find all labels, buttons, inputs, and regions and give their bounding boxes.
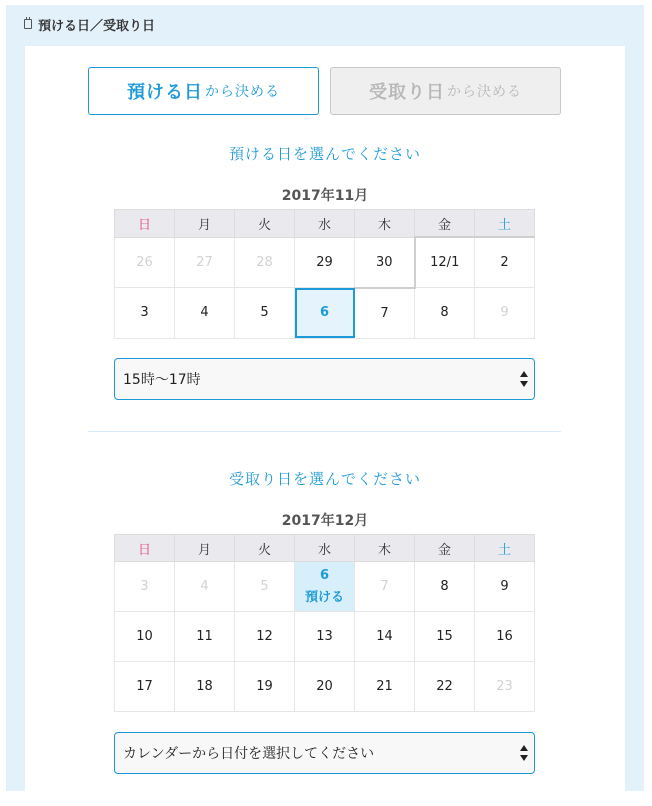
pickup-first-button-main: 受取り日 — [369, 82, 445, 103]
deposit-first-button-main: 預ける日 — [127, 82, 203, 103]
reservation-container — [6, 5, 644, 791]
weekday-tue: 火 — [235, 210, 295, 238]
pickup-first-button-sub: から決める — [447, 84, 522, 100]
calendar-day-disabled: 28 — [235, 237, 295, 288]
pickup-date-value: カレンダーから日付を選択してください — [123, 746, 375, 762]
calendar-day[interactable]: 5 — [235, 288, 295, 339]
deposit-day-label: 預ける — [304, 589, 344, 605]
weekday-sat: 土 — [475, 535, 535, 562]
calendar-day[interactable]: 15 — [415, 612, 475, 662]
calendar-day-disabled: 5 — [235, 562, 295, 612]
calendar-day[interactable]: 18 — [175, 662, 235, 712]
calendar-day[interactable]: 12 — [235, 612, 295, 662]
select-arrows-icon — [520, 371, 528, 387]
calendar-day-disabled: 7 — [355, 562, 415, 612]
calendar-week-row — [115, 237, 535, 288]
calendar-day[interactable]: 17 — [115, 662, 175, 712]
calendar-day[interactable]: 21 — [355, 662, 415, 712]
calendar-day[interactable]: 29 — [295, 237, 355, 288]
deposit-first-button[interactable] — [88, 67, 319, 115]
section-title: 預ける日／受取り日 — [38, 18, 156, 34]
calendar-day[interactable]: 11 — [175, 612, 235, 662]
deposit-first-button-sub: から決める — [205, 84, 280, 100]
weekday-tue: 火 — [235, 535, 295, 562]
calendar-day[interactable]: 12/1 — [415, 237, 475, 288]
calendar-day[interactable]: 13 — [295, 612, 355, 662]
section-header — [24, 15, 155, 33]
weekday-thu: 木 — [355, 210, 415, 238]
date-selection-panel — [25, 46, 625, 806]
calendar-day-deposit — [295, 562, 355, 612]
calendar-day-disabled: 26 — [115, 237, 175, 288]
pickup-date-select[interactable] — [114, 732, 535, 774]
calendar-day-disabled: 23 — [475, 662, 535, 712]
weekday-sat: 土 — [475, 210, 535, 238]
calendar-day[interactable]: 19 — [235, 662, 295, 712]
pickup-first-button[interactable] — [330, 67, 561, 115]
calendar-day[interactable]: 8 — [415, 562, 475, 612]
deposit-heading: 預ける日を選んでください — [228, 145, 421, 163]
calendar-day[interactable]: 20 — [295, 662, 355, 712]
section-divider — [88, 431, 561, 432]
calendar-day-disabled: 9 — [475, 288, 535, 339]
calendar-day[interactable]: 8 — [415, 288, 475, 339]
weekday-fri: 金 — [415, 210, 475, 238]
deposit-day-date: 6 — [319, 567, 330, 583]
deposit-calendar — [114, 209, 535, 339]
weekday-fri: 金 — [415, 535, 475, 562]
calendar-day[interactable]: 4 — [175, 288, 235, 339]
calendar-day[interactable]: 22 — [415, 662, 475, 712]
calendar-day[interactable]: 16 — [475, 612, 535, 662]
time-slot-select[interactable] — [114, 358, 535, 400]
calendar-day-disabled: 27 — [175, 237, 235, 288]
calendar-day[interactable]: 2 — [475, 237, 535, 288]
weekday-mon: 月 — [175, 210, 235, 238]
weekday-mon: 月 — [175, 535, 235, 562]
calendar-day[interactable]: 30 — [355, 237, 415, 288]
select-arrows-icon — [520, 745, 528, 761]
weekday-sun: 日 — [115, 210, 175, 238]
calendar-icon — [24, 19, 32, 29]
weekday-thu: 木 — [355, 535, 415, 562]
pickup-month-label: 2017年12月 — [281, 513, 369, 529]
calendar-week-row — [115, 662, 535, 712]
pickup-heading: 受取り日を選んでください — [228, 470, 421, 488]
weekday-wed: 水 — [295, 535, 355, 562]
calendar-week-row — [115, 562, 535, 612]
calendar-day-disabled: 3 — [115, 562, 175, 612]
calendar-day-disabled: 4 — [175, 562, 235, 612]
weekday-header-row — [115, 535, 535, 562]
time-slot-value: 15時〜17時 — [123, 372, 201, 388]
weekday-sun: 日 — [115, 535, 175, 562]
calendar-day-selected[interactable]: 6 — [295, 288, 355, 339]
weekday-wed: 水 — [295, 210, 355, 238]
calendar-day[interactable]: 14 — [355, 612, 415, 662]
calendar-day[interactable]: 10 — [115, 612, 175, 662]
deposit-month-label: 2017年11月 — [281, 188, 369, 204]
calendar-day[interactable]: 3 — [115, 288, 175, 339]
calendar-week-row — [115, 612, 535, 662]
weekday-header-row — [115, 210, 535, 238]
pickup-calendar — [114, 534, 535, 712]
calendar-day[interactable]: 7 — [355, 288, 415, 339]
calendar-day[interactable]: 9 — [475, 562, 535, 612]
calendar-week-row — [115, 288, 535, 339]
